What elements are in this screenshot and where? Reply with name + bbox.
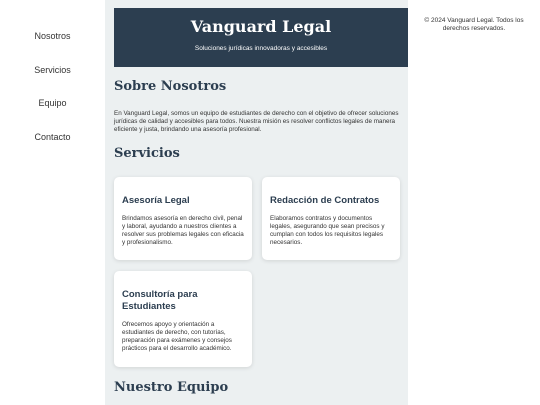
- service-card-title: Asesoría Legal: [122, 195, 190, 206]
- service-card-consultoria-estudiantes: [114, 271, 252, 367]
- side-navigation: [0, 0, 105, 405]
- services-heading: Servicios: [114, 146, 180, 161]
- nav-link-contacto[interactable]: Contacto: [34, 132, 71, 142]
- hero-banner: [114, 8, 408, 67]
- about-text: En Vanguard Legal, somos un equipo de estudiantes de derecho con el objetivo de ofrecer soluciones jurídicas de calidad y accesibles para todos. Nuestra misión es resolver conflictos legales de manera eficiente y justa, brindando una asesoría profesional.: [114, 110, 399, 134]
- nav-link-equipo[interactable]: Equipo: [38, 98, 67, 108]
- service-card-text: Brindamos asesoría en derecho civil, penal y laboral, ayudando a nuestros clientes a resolver sus problemas legales con eficacia y profesionalismo.: [122, 214, 244, 247]
- copyright-text: © 2024 Vanguard Legal. Todos los derechos reservados.: [424, 17, 524, 33]
- service-card-redaccion-contratos: [262, 177, 400, 260]
- service-card-text: Ofrecemos apoyo y orientación a estudiantes de derecho, con tutorías, preparación para exámenes y consejos prácticos para el desarrollo académico.: [122, 320, 232, 353]
- team-heading: Nuestro Equipo: [114, 380, 229, 395]
- site-subtitle: Soluciones jurídicas innovadoras y accesibles: [194, 45, 328, 52]
- service-card-title: Redacción de Contratos: [270, 195, 380, 206]
- service-card-title: Consultoría para Estudiantes: [122, 289, 198, 312]
- footer: [408, 0, 540, 405]
- main-content[interactable]: [105, 0, 408, 405]
- site-title: Vanguard Legal: [190, 17, 332, 36]
- service-card-asesoria-legal: [114, 177, 252, 260]
- nav-link-servicios[interactable]: Servicios: [34, 65, 71, 75]
- service-card-text: Elaboramos contratos y documentos legales, asegurando que sean precisos y cumplan con todos los requisitos legales necesarios.: [270, 214, 385, 247]
- nav-link-nosotros[interactable]: Nosotros: [34, 31, 71, 41]
- about-heading: Sobre Nosotros: [114, 79, 227, 94]
